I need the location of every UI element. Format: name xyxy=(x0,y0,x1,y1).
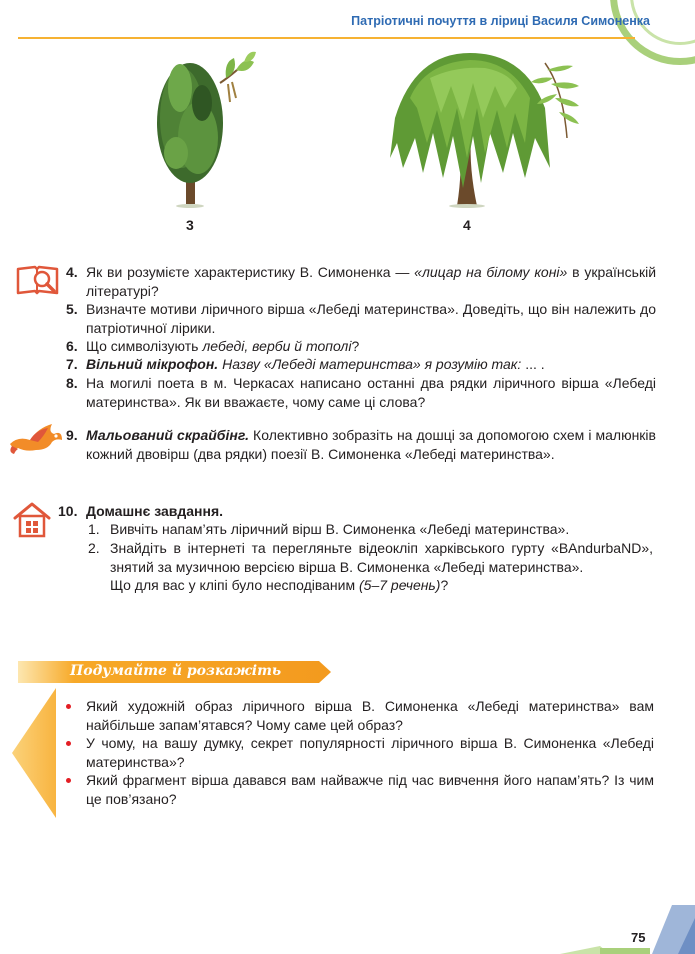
house-icon xyxy=(12,500,52,540)
think-title: Подумайте й розкажіть xyxy=(70,663,282,679)
bullet-dot xyxy=(66,704,71,709)
running-header-title: Патріотичні почуття в ліриці Василя Симоненка xyxy=(351,14,650,28)
task-4-number: 4. xyxy=(66,264,78,280)
task-10-item-1-text: Вивчіть напам’ять ліричний вірш В. Симоненка «Лебеді материнства». xyxy=(110,521,570,537)
task-10-number: 10. xyxy=(58,503,78,519)
task-5-number: 5. xyxy=(66,301,78,317)
think-bullet-1 xyxy=(66,697,654,734)
task-7-title: Вільний мікрофон. xyxy=(86,356,219,372)
think-bullet-2-text: У чому, на вашу думку, секрет популярності ліричного вірша В. Симоненка «Лебеді материнства»? xyxy=(86,735,654,770)
task-7-number: 7. xyxy=(66,356,78,372)
task-8 xyxy=(66,374,656,411)
page-number: 75 xyxy=(631,930,646,945)
task-8-number: 8. xyxy=(66,375,78,391)
task-7-ellipsis: ... . xyxy=(521,356,545,372)
task-9-text: Колективно зобразіть на дошці за допомогою схем і малюнків кожний двовірш (два рядки) поезії В. Симоненка «Лебеді материнства». xyxy=(86,427,656,462)
task-6 xyxy=(66,337,656,356)
task-6-number: 6. xyxy=(66,338,78,354)
task-10-item-2-text: Знайдіть в інтернеті та перегляньте відеокліп харківського гурту «BAndurbaND», знятий за музичною версією вірша В. Симоненка «Лебеді материнства». xyxy=(110,540,653,575)
weeping-willow-illustration xyxy=(385,48,585,208)
task-4-text-end: в українській літературі? xyxy=(86,264,657,299)
task-10-item-2 xyxy=(88,539,653,595)
poplar-tree-illustration xyxy=(140,48,260,208)
task-10-item-2-number: 2. xyxy=(88,540,100,556)
task-10-item-1 xyxy=(88,520,653,539)
figure-label-3: 3 xyxy=(186,217,194,233)
task-7-prompt: Назву «Лебеді материнства» я розумію так: xyxy=(218,356,522,372)
task-10-item-1-number: 1. xyxy=(88,521,100,537)
task-10-item-2-question: Що для вас у кліпі було несподіваним xyxy=(110,577,359,593)
bullet-dot xyxy=(66,778,71,783)
think-bullet-1-text: Який художній образ ліричного вірша В. Симоненка «Лебеді материнства» вам найбільше запам’ятався? Чому саме цей образ? xyxy=(86,698,654,733)
task-6-text: Що символізують xyxy=(86,338,203,354)
book-magnifier-icon xyxy=(15,263,61,297)
task-10-item-2-length: (5–7 речень) xyxy=(359,577,441,593)
task-7 xyxy=(66,355,656,374)
task-10-title: Домашнє завдання. xyxy=(86,503,224,519)
task-4 xyxy=(66,263,656,300)
task-9-title: Мальований скрайбінг. xyxy=(86,427,249,443)
task-9 xyxy=(66,426,656,463)
task-8-text: На могилі поета в м. Черкасах написано останні два рядки ліричного вірша «Лебеді материнства». Як ви вважаєте, чому саме ці слова? xyxy=(86,375,656,410)
dragon-icon xyxy=(8,420,64,456)
think-bullet-3-text: Який фрагмент вірша давався вам найважче під час вивчення його напам’ять? Із чим це пов’язано? xyxy=(86,772,654,807)
header-rule xyxy=(18,37,635,39)
task-10 xyxy=(58,502,648,521)
task-6-symbols: лебеді, верби й тополі xyxy=(202,338,352,354)
think-bullet-3 xyxy=(66,771,654,808)
task-6-text-end: ? xyxy=(351,338,360,354)
task-10-item-2-question-end: ? xyxy=(440,577,449,593)
figure-label-4: 4 xyxy=(463,217,471,233)
task-5-text: Визначте мотиви ліричного вірша «Лебеді материнства». Доведіть, що він належить до патріотичної лірики. xyxy=(86,301,656,336)
think-chevron-decor xyxy=(12,688,56,818)
task-5 xyxy=(66,300,656,337)
task-9-number: 9. xyxy=(66,427,78,443)
think-bullet-2 xyxy=(66,734,654,771)
bullet-dot xyxy=(66,741,71,746)
task-4-quote: «лицар на білому коні» xyxy=(414,264,568,280)
task-4-text: Як ви розумієте характеристику В. Симоненка — xyxy=(86,264,415,280)
